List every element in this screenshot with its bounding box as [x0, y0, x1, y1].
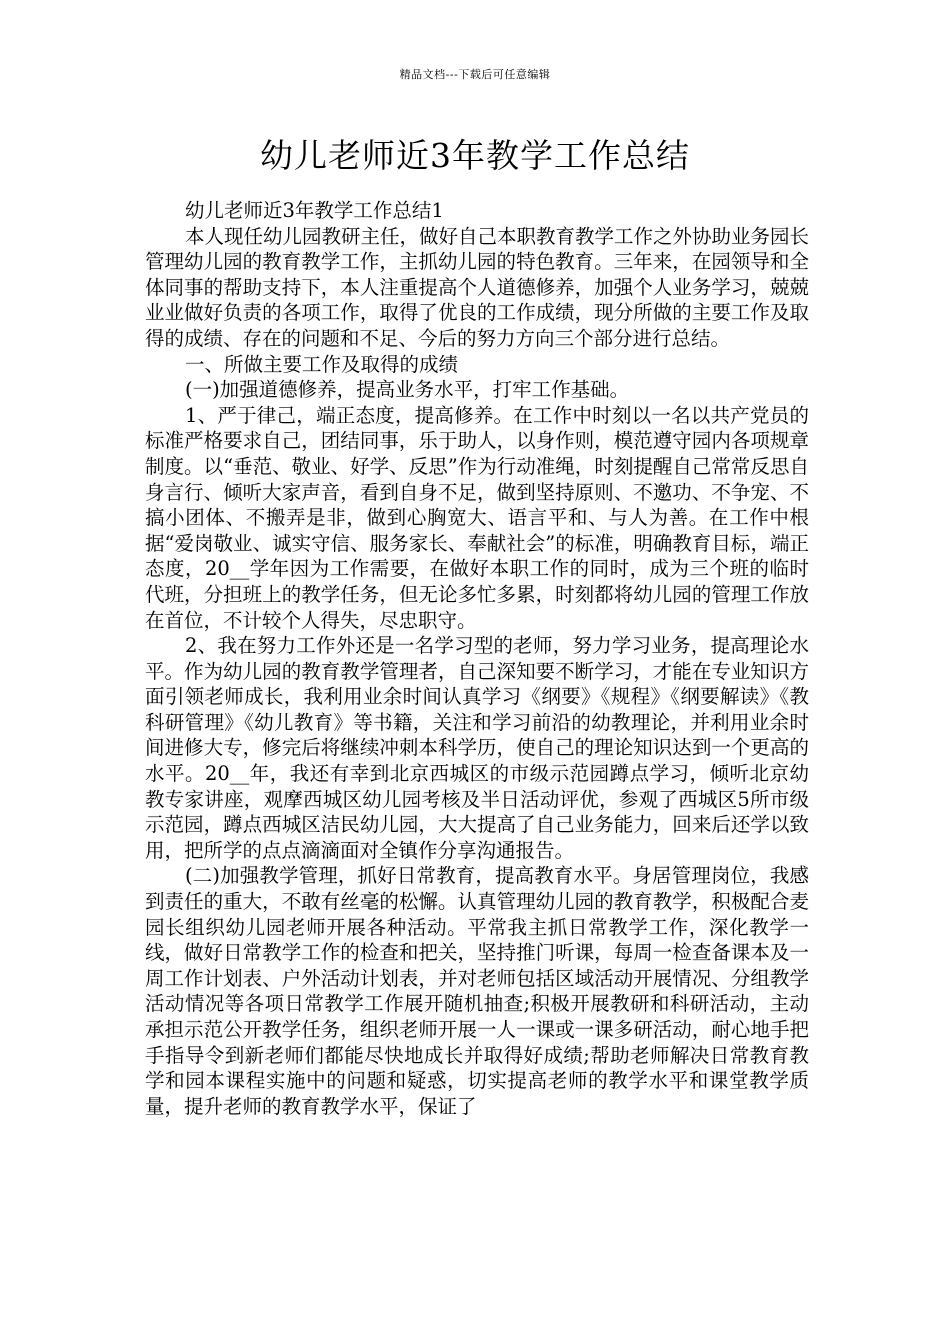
paragraph-subtitle: 幼儿老师近3年教学工作总结1	[184, 199, 444, 222]
paragraph-subsection-2: (二)加强教学管理，抓好日常教育，提高教育水平。身居管理岗位，我感到责任的重大，不敢有丝毫的松懈。认真管理幼儿园的教育教学，积极配合麦园长组织幼儿园老师开展各种活动。平常我主抓日常教学工作，深化教学一线，做好日常教学工作的检查和把关，坚持推门听课，每周一检查备课本及一周工作计划表、户外活动计划表，并对老师包括区域活动开展情况、分组教学活动情况等各项日常教学工作展开随机抽查;积极开展教研和科研活动，主动承担示范公开教学任务，组织老师开展一人一课或一课多研活动，耐心地手把手指导令到新老师们都能尽快地成长并取得好成绩;帮助老师解决日常教育教学和园本课程实施中的问题和疑惑，切实提高老师的教学水平和课堂教学质量，提升老师的教育教学水平，保证了	[145, 864, 809, 1118]
paragraph-item-2: 2、我在努力工作外还是一名学习型的老师，努力学习业务，提高理论水平。作为幼儿园的教育教学管理者，自己深知要不断学习，才能在专业知识方面引领老师成长，我利用业余时间认真学习《纲要》《规程》《纲要解读》《教科研管理》《幼儿教育》等书籍，关注和学习前沿的幼教理论，并利用业余时间进修大专，修完后将继续冲刺本科学历，使自己的理论知识达到一个更高的水平。20__年，我还有幸到北京西城区的市级示范园蹲点学习，倾听北京幼教专家讲座，观摩西城区幼儿园考核及半日活动评优，参观了西城区5所市级示范园，蹲点西城区洁民幼儿园，大大提高了自己业务能力，回来后还学以致用，把所学的点点滴滴面对全镇作分享沟通报告。	[145, 634, 809, 862]
subsection-heading-1: (一)加强道德修养，提高业务水平，打牢工作基础。	[184, 378, 630, 402]
document-body	[145, 198, 809, 1119]
document-header-note: 精品文档---下载后可任意编辑	[399, 68, 551, 81]
paragraph-intro: 本人现任幼儿园教研主任，做好自己本职教育教学工作之外协助业务园长管理幼儿园的教育教学工作，主抓幼儿园的特色教育。三年来，在园领导和全体同事的帮助支持下，本人注重提高个人道德修养，加强个人业务学习，兢兢业业做好负责的各项工作，取得了优良的工作成绩，现分所做的主要工作及取得的成绩、存在的问题和不足、今后的努力方向三个部分进行总结。	[145, 224, 809, 350]
paragraph-item-1: 1、严于律己，端正态度，提高修养。在工作中时刻以一名以共产党员的标准严格要求自己，团结同事，乐于助人，以身作则，模范遵守园内各项规章制度。以“垂范、敬业、好学、反思”作为行动准绳，时刻提醒自己常常反思自身言行、倾听大家声音，看到自身不足，做到坚持原则、不邀功、不争宠、不搞小团体、不搬弄是非，做到心胸宽大、语言平和、与人为善。在工作中根据“爱岗敬业、诚实守信、服务家长、奉献社会”的标准，明确教育目标，端正态度，20__学年因为工作需要，在做好本职工作的同时，成为三个班的临时代班，分担班上的教学任务，但无论多忙多累，时刻都将幼儿园的管理工作放在首位，不计较个人得失，尽忠职守。	[145, 403, 809, 632]
document-title: 幼儿老师近3年教学工作总结	[260, 136, 690, 175]
section-heading-1: 一、所做主要工作及取得的成绩	[184, 352, 458, 376]
